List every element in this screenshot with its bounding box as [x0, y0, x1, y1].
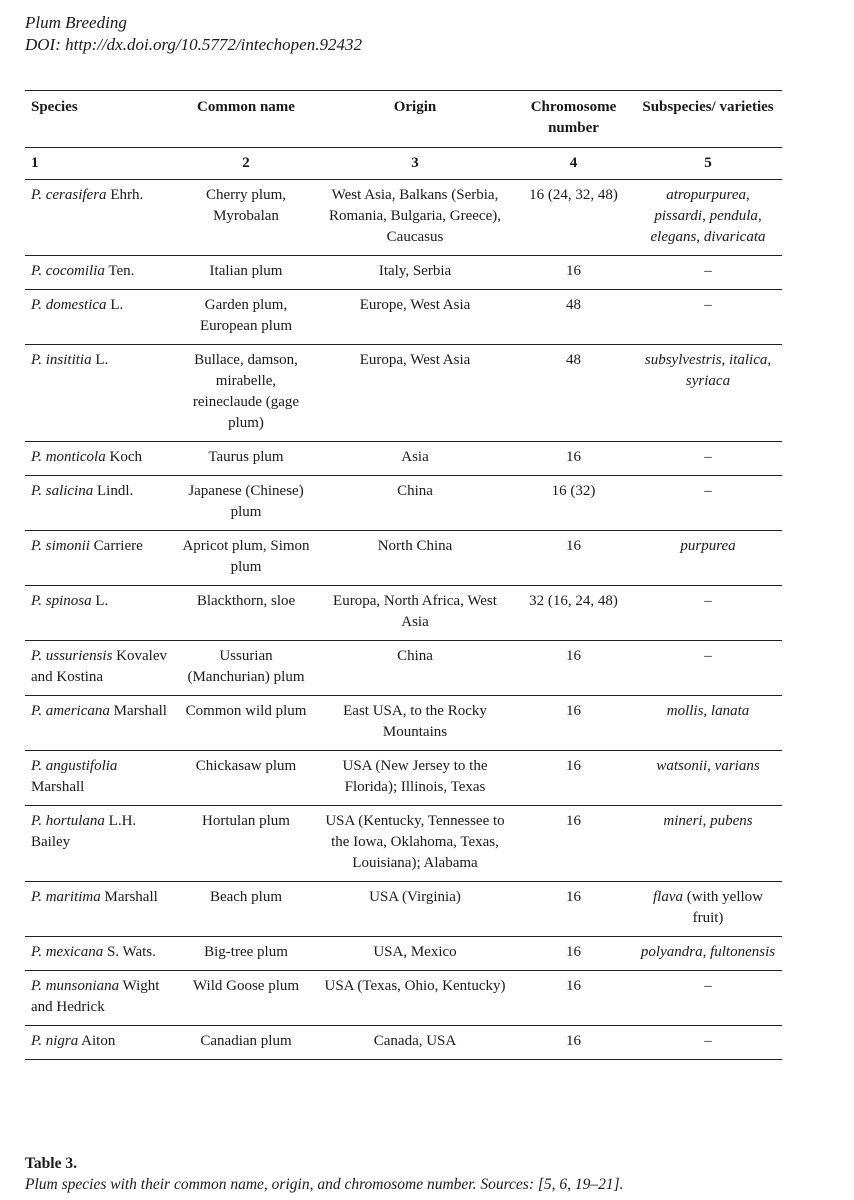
species-cell [25, 937, 175, 971]
subspecies-text: , [702, 944, 711, 960]
species-author: Koch [105, 449, 142, 465]
subspecies-text: italica [729, 352, 768, 368]
subspecies-cell [634, 1026, 782, 1060]
table-row [25, 476, 782, 531]
subspecies-cell [634, 290, 782, 345]
column-number: 5 [634, 148, 782, 180]
chromosome-cell: 48 [566, 297, 581, 313]
species-name: P. simonii [31, 538, 90, 554]
subspecies-cell [634, 345, 782, 442]
species-author: Wight and Hedrick [31, 978, 160, 1015]
subspecies-text: – [704, 297, 712, 313]
subspecies-cell [634, 531, 782, 586]
subspecies-text: , [767, 352, 772, 368]
origin-cell: North China [377, 538, 453, 554]
subspecies-text: – [704, 483, 712, 499]
table-header-row [25, 91, 782, 148]
species-name: P. spinosa [31, 593, 92, 609]
species-cell [25, 696, 175, 751]
table-row [25, 442, 782, 476]
subspecies-text: polyandra [640, 944, 703, 960]
subspecies-text: , [702, 813, 711, 829]
species-name: P. domestica [31, 297, 107, 313]
chromosome-cell: 16 [566, 813, 581, 829]
subspecies-text: elegans [650, 229, 697, 245]
column-number-row [25, 148, 782, 180]
common-name-cell: Italian plum [209, 263, 283, 279]
origin-cell: USA (Virginia) [369, 889, 461, 905]
subspecies-text: mollis [666, 703, 704, 719]
species-author: Marshall [31, 779, 85, 795]
subspecies-cell [634, 937, 782, 971]
species-author: Aiton [78, 1033, 116, 1049]
table-body [25, 180, 782, 1060]
subspecies-cell [634, 806, 782, 882]
table-row [25, 751, 782, 806]
common-name-cell: Ussurian (Manchurian) plum [187, 648, 305, 685]
common-name-cell: Common wild plum [185, 703, 307, 719]
subspecies-cell [634, 882, 782, 937]
subspecies-text: – [704, 263, 712, 279]
table-row [25, 937, 782, 971]
common-name-cell: Hortulan plum [202, 813, 290, 829]
common-name-cell: Apricot plum, Simon plum [182, 538, 310, 575]
species-name: P. hortulana [31, 813, 105, 829]
species-table-container [25, 90, 782, 1060]
chromosome-cell: 16 (24, 32, 48) [529, 187, 618, 203]
table-row [25, 345, 782, 442]
species-name: P. munsoniana [31, 978, 120, 994]
subspecies-text: pissardi [654, 208, 703, 224]
column-number: 3 [317, 148, 513, 180]
species-author: S. Wats. [103, 944, 156, 960]
species-author: Marshall [109, 703, 167, 719]
subspecies-text: syriaca [685, 373, 731, 389]
subspecies-text: – [704, 449, 712, 465]
common-name-cell: Bullace, damson, mirabelle, reineclaude (gage plum) [192, 352, 300, 431]
chromosome-cell: 16 (32) [551, 483, 596, 499]
common-name-cell: Taurus plum [208, 449, 284, 465]
origin-cell: Italy, Serbia [378, 263, 452, 279]
column-number: 2 [175, 148, 317, 180]
subspecies-text: , [745, 187, 750, 203]
subspecies-text: flava [653, 889, 683, 905]
origin-cell: USA (New Jersey to the Florida); Illinois, Texas [342, 758, 488, 795]
subspecies-text: purpurea [680, 538, 736, 554]
species-name: P. nigra [31, 1033, 79, 1049]
subspecies-text: , [721, 352, 730, 368]
species-table [25, 90, 782, 1060]
subspecies-text: atropurpurea [666, 187, 746, 203]
column-number: 4 [513, 148, 634, 180]
subspecies-text: , [703, 703, 711, 719]
species-name: P. mexicana [31, 944, 104, 960]
common-name-cell: Wild Goose plum [192, 978, 300, 994]
species-cell [25, 256, 175, 290]
origin-cell: Europe, West Asia [359, 297, 471, 313]
common-name-cell: Big-tree plum [204, 944, 288, 960]
header-origin: Origin [393, 99, 437, 115]
subspecies-cell [634, 586, 782, 641]
table-row [25, 1026, 782, 1060]
species-cell [25, 476, 175, 531]
caption-text: Plum species with their common name, origin, and chromosome number. Sources: [5, 6, 19–21]. [25, 1176, 624, 1193]
species-author: Marshall [100, 889, 158, 905]
species-cell [25, 641, 175, 696]
chromosome-cell: 16 [566, 263, 581, 279]
subspecies-cell [634, 256, 782, 290]
subspecies-text: fultonensis [710, 944, 776, 960]
chromosome-cell: 16 [566, 758, 581, 774]
species-name: P. cocomilia [31, 263, 105, 279]
origin-cell: Europa, West Asia [359, 352, 471, 368]
species-author: L. [91, 593, 109, 609]
origin-cell: Asia [401, 449, 429, 465]
subspecies-text: lanata [710, 703, 750, 719]
origin-cell: Europa, North Africa, West Asia [333, 593, 497, 630]
subspecies-text: watsonii [656, 758, 708, 774]
chromosome-cell: 16 [566, 978, 581, 994]
header-subspecies: Subspecies/ varieties [642, 99, 774, 115]
running-head [25, 12, 362, 56]
subspecies-text: , [757, 208, 762, 224]
subspecies-text: – [704, 648, 712, 664]
table-row [25, 290, 782, 345]
column-number: 1 [25, 148, 175, 180]
common-name-cell: Chickasaw plum [195, 758, 297, 774]
subspecies-text: varians [714, 758, 760, 774]
subspecies-cell [634, 751, 782, 806]
species-name: P. insititia [31, 352, 92, 368]
chromosome-cell: 16 [566, 703, 581, 719]
table-row [25, 586, 782, 641]
subspecies-cell [634, 971, 782, 1026]
origin-cell: China [397, 483, 433, 499]
species-cell [25, 882, 175, 937]
origin-cell: China [397, 648, 433, 664]
subspecies-text: , [696, 229, 704, 245]
origin-cell: Canada, USA [373, 1033, 457, 1049]
header-common-name: Common name [197, 99, 295, 115]
species-name: P. ussuriensis [31, 648, 113, 664]
table-row [25, 882, 782, 937]
subspecies-text: (with yellow fruit) [683, 889, 763, 926]
doi-line: DOI: http://dx.doi.org/10.5772/intechopen.92432 [25, 35, 362, 54]
species-cell [25, 1026, 175, 1060]
species-author: Ehrh. [106, 187, 144, 203]
chromosome-cell: 16 [566, 1033, 581, 1049]
chromosome-cell: 48 [566, 352, 581, 368]
subspecies-text: – [704, 593, 712, 609]
table-row [25, 971, 782, 1026]
subspecies-text: , [702, 208, 710, 224]
species-author: L.H. Bailey [31, 813, 137, 850]
caption-label: Table 3. [25, 1155, 77, 1172]
common-name-cell: Garden plum, European plum [199, 297, 293, 334]
species-author: L. [106, 297, 124, 313]
origin-cell: West Asia, Balkans (Serbia, Romania, Bulgaria, Greece), Caucasus [328, 187, 501, 245]
table-row [25, 256, 782, 290]
species-cell [25, 806, 175, 882]
table-row [25, 531, 782, 586]
species-author: Kovalev and Kostina [31, 648, 167, 685]
header-chromosome-number: Chromosome number [530, 99, 617, 136]
subspecies-cell [634, 641, 782, 696]
species-cell [25, 180, 175, 256]
subspecies-text: subsylvestris [644, 352, 722, 368]
subspecies-cell [634, 442, 782, 476]
species-name: P. cerasifera [31, 187, 107, 203]
subspecies-cell [634, 180, 782, 256]
chromosome-cell: 16 [566, 538, 581, 554]
species-cell [25, 586, 175, 641]
species-name: P. americana [31, 703, 110, 719]
subspecies-text: mineri [663, 813, 703, 829]
subspecies-cell [634, 476, 782, 531]
header-species: Species [31, 99, 78, 115]
species-author: Ten. [104, 263, 135, 279]
table-row [25, 696, 782, 751]
origin-cell: USA, Mexico [373, 944, 457, 960]
species-cell [25, 442, 175, 476]
chromosome-cell: 16 [566, 648, 581, 664]
origin-cell: East USA, to the Rocky Mountains [343, 703, 487, 740]
subspecies-text: , [707, 758, 715, 774]
origin-cell: USA (Kentucky, Tennessee to the Iowa, Oklahoma, Texas, Louisiana); Alabama [325, 813, 505, 871]
species-cell [25, 531, 175, 586]
table-row [25, 180, 782, 256]
common-name-cell: Beach plum [209, 889, 283, 905]
species-author: Lindl. [93, 483, 134, 499]
common-name-cell: Japanese (Chinese) plum [188, 483, 304, 520]
chromosome-cell: 16 [566, 944, 581, 960]
table-caption [25, 1153, 624, 1195]
chromosome-cell: 32 (16, 24, 48) [529, 593, 618, 609]
common-name-cell: Cherry plum, Myrobalan [206, 187, 286, 224]
chromosome-cell: 16 [566, 449, 581, 465]
table-row [25, 806, 782, 882]
subspecies-text: pendula [709, 208, 758, 224]
species-cell [25, 751, 175, 806]
subspecies-text: pubens [710, 813, 753, 829]
subspecies-text: divaricata [703, 229, 766, 245]
subspecies-text: – [704, 978, 712, 994]
species-author: L. [91, 352, 109, 368]
species-name: P. salicina [31, 483, 94, 499]
common-name-cell: Canadian plum [200, 1033, 292, 1049]
species-cell [25, 971, 175, 1026]
species-name: P. monticola [31, 449, 106, 465]
book-title: Plum Breeding [25, 13, 127, 32]
species-name: P. angustifolia [31, 758, 118, 774]
subspecies-text: – [704, 1033, 712, 1049]
species-cell [25, 345, 175, 442]
table-row [25, 641, 782, 696]
origin-cell: USA (Texas, Ohio, Kentucky) [324, 978, 506, 994]
species-author: Carriere [89, 538, 143, 554]
common-name-cell: Blackthorn, sloe [196, 593, 296, 609]
subspecies-cell [634, 696, 782, 751]
species-cell [25, 290, 175, 345]
species-name: P. maritima [31, 889, 101, 905]
chromosome-cell: 16 [566, 889, 581, 905]
